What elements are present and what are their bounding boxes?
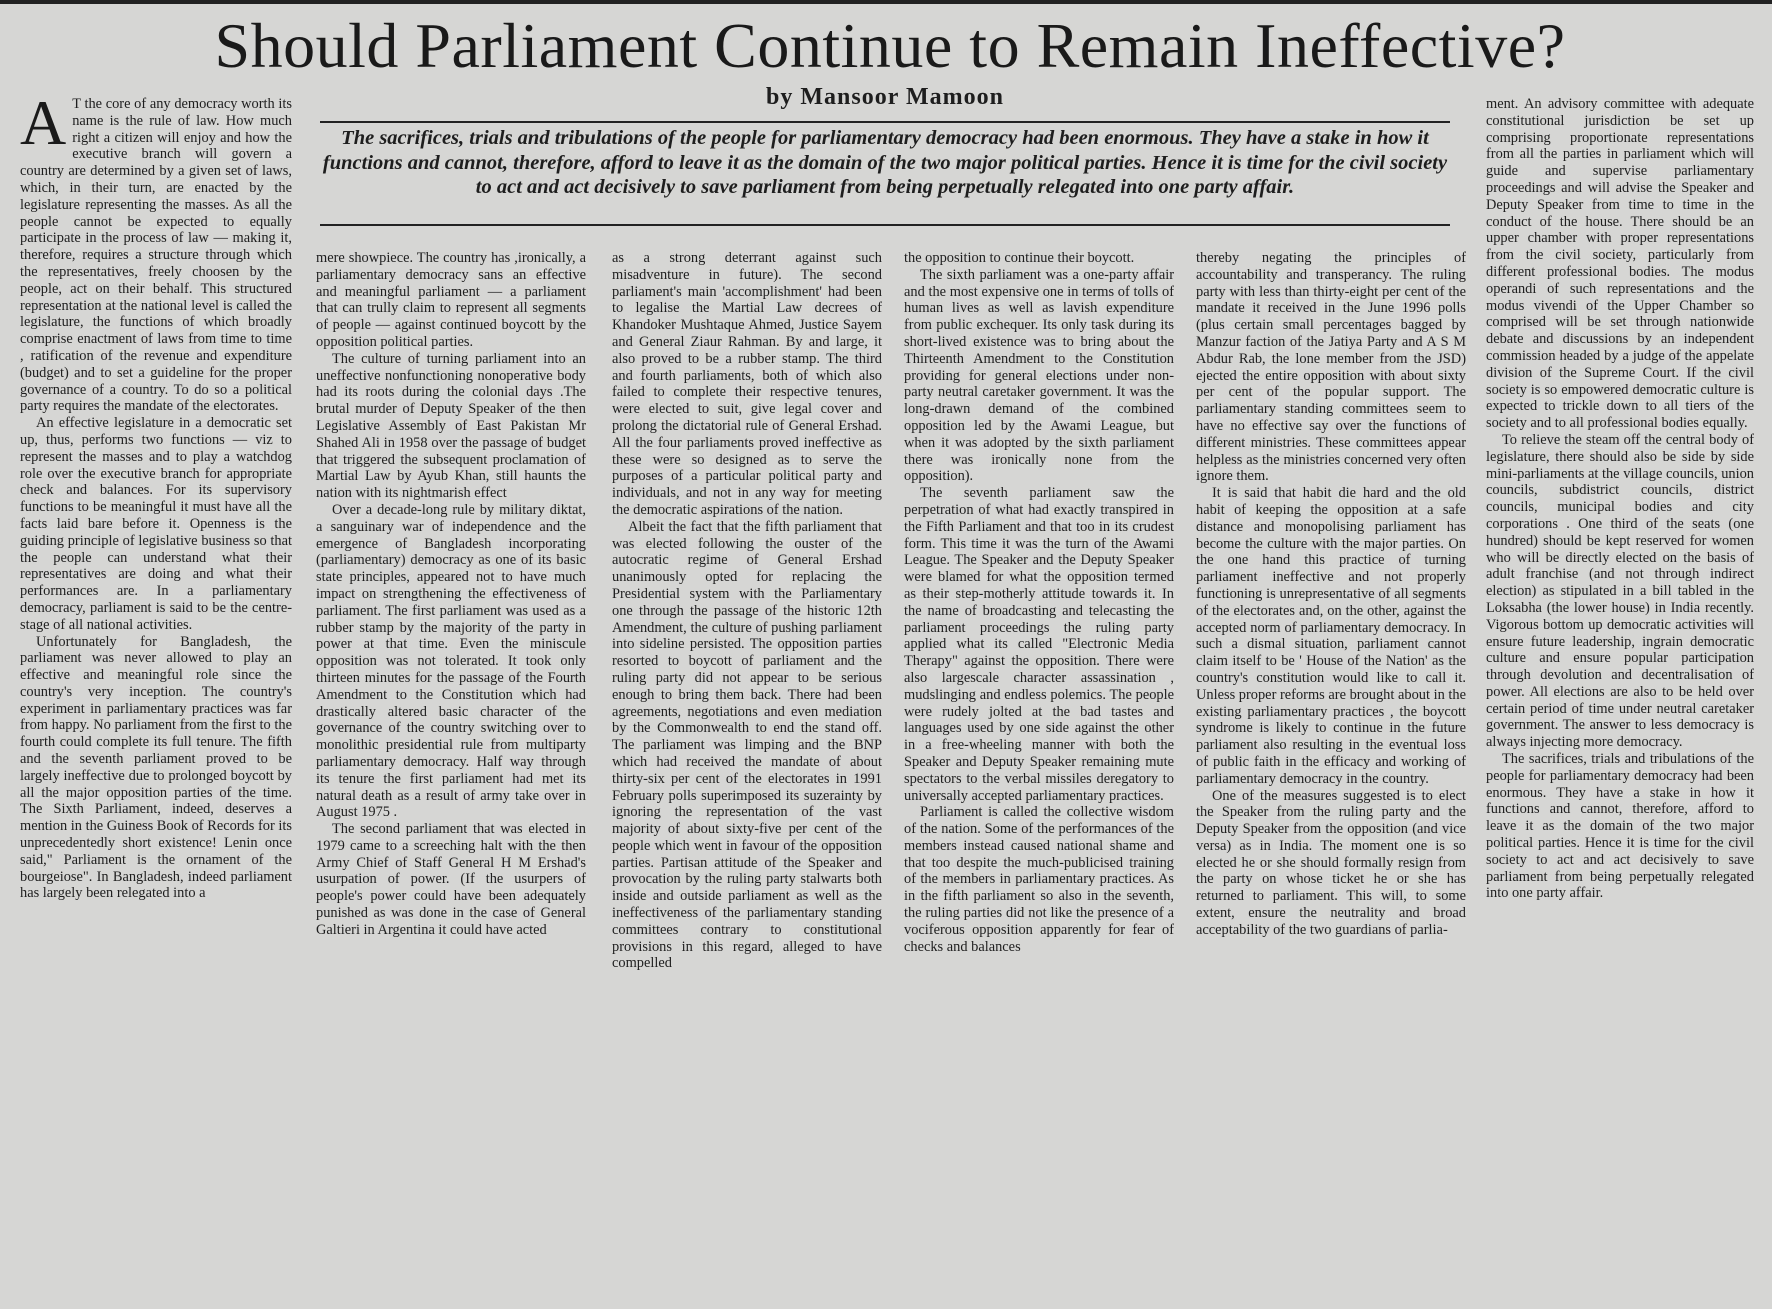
column-5 (1196, 250, 1466, 1296)
paragraph: Unfortunately for Bangladesh, the parliament was never allowed to play an effective and meaningful role since the country's very inception. The country's experiment in parliamentary practices was far from happy. No parliament from the first to the fourth could complete its full tenure. The fifth and the seventh parliament proved to be largely ineffective due to prolonged boycott by all the major opposition parties of the time. The Sixth Parliament, indeed, deserves a mention in the Guiness Book of Records for its unprecedentedly short existence! Lenin once said," Parliament is the ornament of the bourgeiose". In Bangladesh, indeed parliament has largely been relegated into a (20, 633, 292, 902)
paragraph: To relieve the steam off the central body of legislature, there should also be side by side mini-parliaments at the village councils, union councils, subdistrict councils, district councils, municipal bodies and city corporations . One third of the seats (one hundred) should be kept reserved for women who will be directly elected on the basis of adult franchise (and not through indirect election) as stipulated in a bill tabled in the Loksabha (the lower house) in India recently. Vigorous bottom up democratic activities will ensure future leadership, ingrain democratic culture and ensure popular participation through devolution and decentralisation of power. All elections are also to be held over certain period of time under neutral caretaker government. The answer to less democracy is always injecting more democracy. (1486, 431, 1754, 751)
byline: by Mansoor Mamoon (766, 84, 1004, 110)
paragraph: The seventh parliament saw the perpetration of what had exactly transpired in the Fifth Parliament and that too in its crudest form. This time it was the turn of the Awami League. The Speaker and the Deputy Speaker were blamed for what the opposition termed as their step-motherly attitude towards it. In the name of broadcasting and telecasting the parliament proceedings the ruling party applied what its called "Electronic Media Therapy" against the opposition. There were also largescale character assassination , mudslinging and endless polemics. The people were rudely jolted at the bad tastes and languages used by one side against the other in a free-wheeling manner with both the Speaker and Deputy Speaker remaining mute spectators to the verbal missiles deregatory to universally accepted parliamentary practices. (904, 485, 1174, 804)
column-2 (316, 250, 586, 1296)
column-1 (20, 96, 292, 1296)
deck-rule-bottom (320, 224, 1450, 226)
paragraph: The culture of turning parliament into an uneffective nonfunctioning nonoperative body had its roots during the colonial days .The brutal murder of Deputy Speaker of the then Legislative Assembly of East Pakistan Mr Shahed Ali in 1958 over the passage of budget that triggered the subsequent proclamation of Martial Law by Ayub Khan, still haunts the nation with its nightmarish effect (316, 350, 586, 502)
headline: Should Parliament Continue to Remain Ineffective? (214, 10, 1566, 81)
paragraph: thereby negating the principles of accountability and transperancy. The ruling party with less than thirty-eight per cent of the mandate it received in the June 1996 polls (plus certain small percentages bagged by Manzur faction of the Jatiya Party and A S M Abdur Rab, the lone member from the JSD) ejected the entire opposition with about sixty per cent of the popular support. The parliamentary standing committees seem to have no effective say over the functions of different ministries. These committees appear helpless as the ministries concerned very often ignore them. (1196, 250, 1466, 485)
column-3 (612, 250, 882, 1296)
paragraph: Parliament is called the collective wisdom of the nation. Some of the performances of the members instead caused national shame and that too despite the much-publicised training of the members in parliamentary practices. As in the fifth parliament so also in the seventh, the ruling parties did not like the presence of a vociferous opposition apparently for fear of checks and balances (904, 804, 1174, 955)
paragraph: Albeit the fact that the fifth parliament that was elected following the ouster of the autocratic regime of General Ershad unanimously opted for replacing the Presidential system with the Parliamentary one through the passage of the historic 12th Amendment, the culture of pushing parliament into sideline persisted. The opposition parties resorted to boycott of parliament and the ruling party did not appear to be serious enough to bring them back. There had been agreements, negotiations and even mediation by the Commonwealth to end the stand off. The parliament was limping and the BNP which had received the mandate of about thirty-six per cent of the electorates in 1991 February polls superimposed its suzerainty by ignoring the representation of the vast majority of about sixty-five per cent of the people which went in favour of the opposition parties. Partisan attitude of the Speaker and provocation by the ruling party stalwarts both inside and outside parliament as well as the ineffectiveness of the parliamentary standing committees contrary to constitutional provisions in this regard, alleged to have compelled (612, 518, 882, 972)
paragraph: as a strong deterrant against such misadventure in future). The second parliament's main 'accomplishment' had been to legalise the Martial Law decrees of Khandoker Mushtaque Ahmed, Justice Sayem and General Ziaur Rahman. By and large, it also proved to be a rubber stamp. The third and fourth parliaments, both of which also failed to complete their respective tenures, were elected to suit, give legal cover and prolong the dictatorial rule of General Ershad. All the four parliaments proved ineffective as these were so designed as to serve the purposes of a particular political party and individuals, and not in any way for meeting the democratic aspirations of the nation. (612, 250, 882, 518)
paragraph: It is said that habit die hard and the old habit of keeping the opposition at a safe distance and monopolising parliament has become the culture with the major parties. On the one hand this practice of turning parliament ineffective and not properly functioning is unrepresentative of all segments of the electorates and, on the other, against the accepted norm of parliamentary democracy. In such a dismal situation, parliament cannot claim itself to be ' House of the Nation' as the country's constitution would like to call it. Unless proper reforms are brought about in the existing parliamentary practices , the boycott syndrome is likely to continue in the future parliament also resulting in the eventual loss of public faith in the efficacy and working of parliamentary democracy in the country. (1196, 485, 1466, 787)
paragraph: The sacrifices, trials and tribulations of the people for parliamentary democracy had been enormous. They have a stake in how it functions and cannot, therefore, afford to leave it as the domain of the two major political parties. Hence it is time for the civil society to act and act decisively to save parliament from being perpetually relegated into one party affair. (1486, 751, 1754, 902)
paragraph: mere showpiece. The country has ,ironically, a parliamentary democracy sans an effective and meaningful parliament — a parliament that can trully claim to represent all segments of people — against continued boycott by the opposition political parties. (316, 250, 586, 350)
paragraph: One of the measures suggested is to elect the Speaker from the ruling party and the Deputy Speaker from the opposition (and vice versa) as in India. The moment one is so elected he or she should formally resign from the party on whose ticket he or she has returned to parliament. This will, to some extent, ensure the neutrality and broad acceptability of the two guardians of parlia- (1196, 787, 1466, 938)
paragraph: ment. An advisory committee with adequate constitutional jurisdiction be set up comprising proportionate representations from all the parties in parliament which will guide and supervise parliamentary proceedings and will advise the Speaker and Deputy Speaker from time to time in the conduct of the house. There should be an upper chamber with proper representations from the civil society, particularly from different professional bodies. The modus operandi of such representations and the modus vivendi of the Upper Chamber so comprised will be set through nationwide debate and discussions by an independent commission headed by a judge of the appelate division of the Supreme Court. If the civil society is so empowered democratic culture is expected to trickle down to all tiers of the society and to all professional bodies equally. (1486, 96, 1754, 432)
paragraph: T the core of any democracy worth its name is the rule of law. How much right a citizen will enjoy and how the executive branch will govern a country are determined by a given set of laws, which, in their turn, are enacted by the legislature representing the masses. As all the people cannot be expected to equally participate in the process of law — making it, therefore, requires a structure through which the representatives, freely choosen by the people, act on their behalf. This structured representation at the national level is called the legislature, the functions of which broadly comprise enactment of laws from time to time , ratification of the revenue and expenditure (budget) and to set a guideline for the proper governance of a country. To do so a political party requires the mandate of the electorates. (20, 96, 292, 415)
paragraph: An effective legislature in a democratic set up, thus, performs two functions — viz to represent the masses and to play a watchdog role over the executive branch for appropriate check and balances. For its supervisory functions to be meaningful it must have all the facts laid bare before it. Openness is the guiding principle of legislative business so that the people can understand what their representatives are doing and what their performances are. In a parliamentary democracy, parliament is said to be the centre-stage of all national activities. (20, 415, 292, 633)
column-4 (904, 250, 1174, 1296)
paragraph: The sixth parliament was a one-party affair and the most expensive one in terms of tolls of human lives as well as lavish expenditure from public exchequer. Its only task during its short-lived existence was to bring about the Thirteenth Amendment to the Constitution providing for general elections under non-party neutral caretaker government. It was the long-drawn demand of the combined opposition led by the Awami League, but when it was adopted by the sixth parliament there was ironically none from the opposition). (904, 266, 1174, 485)
top-rule (0, 0, 1772, 4)
paragraph: the opposition to continue their boycott. (904, 250, 1135, 266)
deck-rule-top (320, 121, 1450, 123)
paragraph: The second parliament that was elected in 1979 came to a screeching halt with the then Army Chief of Staff General H M Ershad's usurpation of power. (If the usurpers of people's power could have been adequately punished as was done in the case of General Galtieri in Argentina it could have acted (316, 821, 586, 938)
deck: The sacrifices, trials and tribulations of the people for parliamentary democracy had been enormous. They have a stake in how it functions and cannot, therefore, afford to leave it as the domain of the two major political parties. Hence it is time for the civil society to act and act decisively to save parliament from being perpetually relegated into one party affair. (322, 127, 1448, 198)
drop-cap: A (20, 96, 67, 158)
paragraph: Over a decade-long rule by military diktat, a sanguinary war of independence and the emergence of Bangladesh incorporating (parliamentary) democracy as one of its basic state principles, appeared not to have much impact on strengthening the effectiveness of parliament. The first parliament was used as a rubber stamp by the majority of the party in power at that time. Even the miniscule opposition was not tolerated. It took only thirteen minutes for the passage of the Fourth Amendment to the Constitution which had drastically altered basic character of the governance of the country switching over to monolithic presidential rule from multiparty parliamentary democracy. Half way through its tenure the first parliament had met its natural death as a result of army take over in August 1975 . (316, 501, 586, 821)
column-6 (1486, 96, 1754, 1296)
